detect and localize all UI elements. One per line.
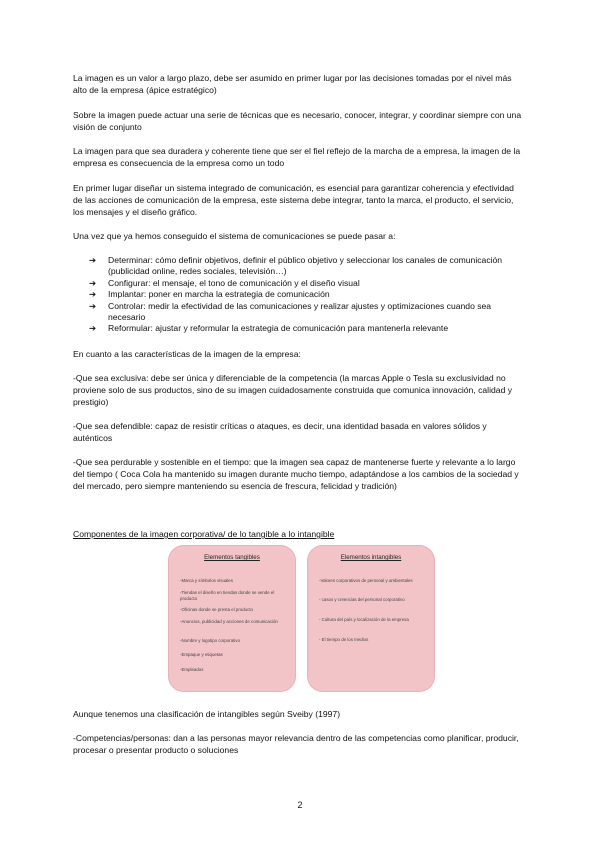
list-item: -Tiendas el diseño en tiendas donde se vende el producto bbox=[180, 590, 275, 601]
paragraph-image-value: La imagen es un valor a largo plazo, debe ser asumido en primer lugar por las decisiones tomadas por el nivel más alto de la empresa (ápice estratégico) bbox=[73, 73, 512, 96]
list-item: -Valores corporativos de personal y ambientales bbox=[319, 578, 413, 583]
list-item: -Empleados bbox=[180, 667, 204, 672]
list-item: -Anuncios, publicidad y acciones de comunicación bbox=[180, 619, 278, 624]
characteristic-defensible: -Que sea defendible: capaz de resistir críticas o ataques, es decir, una identidad basada en valores sólidos y auténticos bbox=[73, 421, 487, 444]
arrow-right-icon: ➔ bbox=[89, 289, 97, 300]
corporate-image-components-diagram bbox=[168, 545, 435, 692]
tangible-elements-title: Elementos tangibles bbox=[204, 554, 260, 561]
arrow-right-icon: ➔ bbox=[89, 277, 97, 288]
intangible-elements-box bbox=[307, 545, 435, 692]
sveiby-intro: Aunque tenemos una clasificación de intangibles según Sveiby (1997) bbox=[73, 709, 341, 719]
list-item: - Cultura del país y localización de la empresa bbox=[319, 617, 409, 622]
arrow-right-icon: ➔ bbox=[89, 323, 97, 334]
list-item: ➔ Configurar: el mensaje, el tono de comunicación y el diseño visual bbox=[89, 277, 360, 288]
page-number: 2 bbox=[297, 800, 303, 810]
paragraph-next-steps: Una vez que ya hemos conseguido el sistema de comunicaciones se puede pasar a: bbox=[73, 231, 396, 241]
components-heading: Componentes de la imagen corporativa/ de lo tangible a lo intangible bbox=[73, 529, 335, 539]
list-item: - El tiempo de los medios bbox=[319, 637, 369, 642]
intangible-elements-title: Elementos intangibles bbox=[340, 554, 402, 561]
characteristic-durable: -Que sea perdurable y sostenible en el tiempo: que la imagen sea capaz de mantenerse fuerte y relevante a lo largo del tiempo ( Coca Cola ha mantenido su imagen durante mucho tiempo, adaptándose a los cambios de la sociedad y del mercado, pero siempre manteniendo su esencia de frescura, felicidad y tradición) bbox=[73, 457, 519, 492]
arrow-right-icon: ➔ bbox=[89, 255, 97, 265]
communication-steps-list bbox=[89, 255, 529, 335]
list-item: -Nombre y logotipo corporativo bbox=[180, 638, 241, 643]
list-item: -Oficinas donde se presta el producto bbox=[180, 607, 253, 612]
paragraph-techniques: Sobre la imagen puede actuar una serie de técnicas que es necesario, conocer, integrar, y coordinar siempre con una visión de conjunto bbox=[73, 110, 522, 133]
sveiby-competencies: -Competencias/personas: dan a las personas mayor relevancia dentro de las competencias como planificar, producir, procesar o presentar producto o soluciones bbox=[73, 733, 519, 756]
paragraph-coherence: La imagen para que sea duradera y coherente tiene que ser el fiel reflejo de la marcha de a empresa, la imagen de la empresa es consecuencia de la empresa como un todo bbox=[73, 146, 521, 169]
characteristics-intro: En cuanto a las características de la imagen de la empresa: bbox=[73, 349, 301, 359]
list-item: ➔ Controlar: medir la efectividad de las comunicaciones y realizar ajustes y optimizaciones cuando sea necesario bbox=[89, 300, 492, 323]
list-item: ➔ Determinar: cómo definir objetivos, definir el público objetivo y seleccionar los canales de comunicación (publicidad online, redes sociales, televisión…) bbox=[89, 255, 503, 277]
list-item: -Marca y símbolos visuales bbox=[180, 578, 233, 583]
paragraph-integrated-system: En primer lugar diseñar un sistema integrado de comunicación, es esencial para garantizar coherencia y efectividad de las acciones de comunicación de la empresa, este sistema debe integrar, tanto la marca, el producto, el servicio, los mensajes y el diseño gráfico. bbox=[73, 183, 514, 218]
list-item: - casos y creencias del personal corporativo bbox=[319, 597, 405, 602]
tangible-elements-box bbox=[168, 545, 296, 692]
characteristic-exclusive: -Que sea exclusiva: debe ser única y diferenciable de la competencia (la marcas Apple o Tesla su exclusividad no proviene solo de sus productos, sino de su imagen cuidadosamente construida que comunica innovación, calidad y prestigio) bbox=[73, 373, 513, 408]
list-item: -Empaque y etiquetas bbox=[180, 652, 223, 657]
list-item: ➔ Reformular: ajustar y reformular la estrategia de comunicación para mantenerla relevante bbox=[89, 323, 449, 334]
arrow-right-icon: ➔ bbox=[89, 300, 97, 311]
list-item: ➔ Implantar: poner en marcha la estrategia de comunicación bbox=[89, 289, 330, 300]
